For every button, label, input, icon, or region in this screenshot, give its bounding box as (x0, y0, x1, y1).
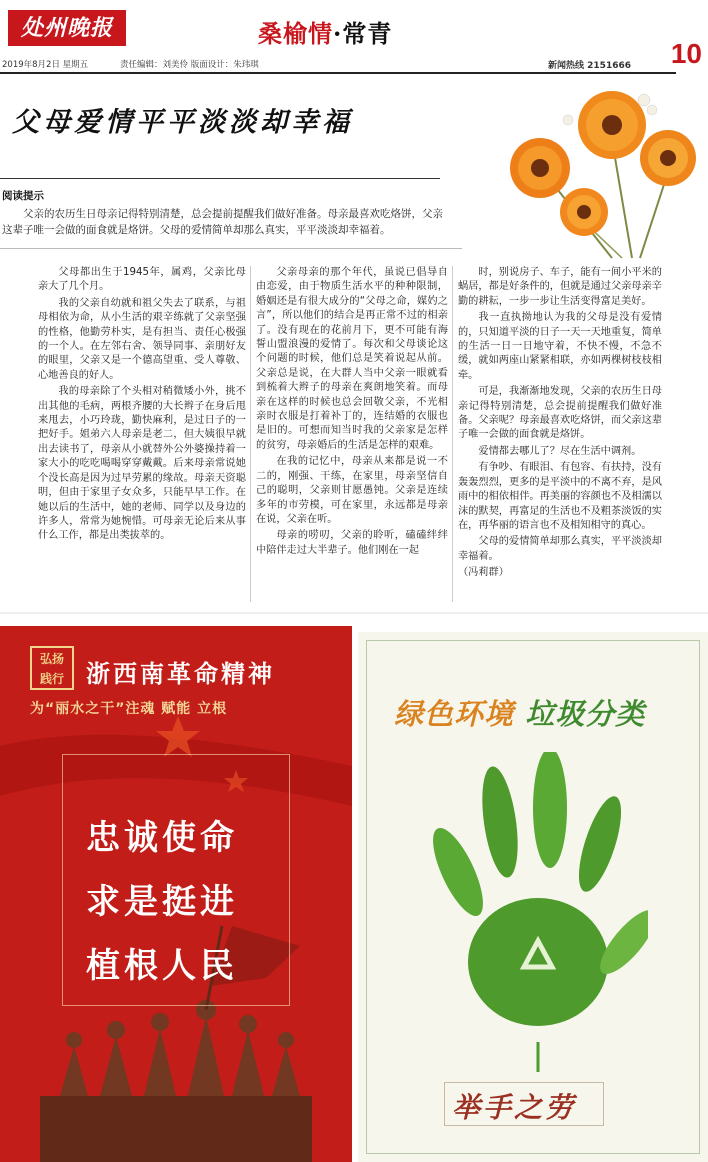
paragraph: 父亲母亲的那个年代，虽说已倡导自由恋爱，由于物质生活水平的种种限制，婚姻还是有很大成分的“父母之命，媒妁之言”，所以他们的结合是再正常不过的相亲了。没有现在的花前月下，更不可能有海誓山盟浪漫的爱情了。每次和父母谈论这个问题的时候，他们总是笑着说起从前。父亲总是说，在大群人当中父亲一眼就看到梳着大辫子的母亲在爽朗地笑着。而母亲在这样的时候也总会回敬父亲，不光相亲时衣服是打着补丁的，连结婚的衣服也是旧的。可想而知当时我的父亲家是怎样的贫穷，母亲婚后的生活是怎样的艰难。 (256, 267, 448, 451)
article-column-3 (458, 266, 662, 583)
sunflower-image (462, 80, 708, 260)
issue-date: 2019年8月2日 星期五 (2, 60, 89, 70)
slogan-line: 植根人民 (86, 946, 238, 986)
slogan-line: 忠诚使命 (86, 818, 238, 858)
paragraph: 爱情都去哪儿了？尽在生活中调剂。 (478, 445, 642, 457)
poster-footer: 举手之劳 (452, 1091, 577, 1124)
poster-title: 浙西南革命精神 (86, 659, 275, 688)
column-divider (250, 266, 251, 602)
info-bar (0, 58, 676, 72)
lead-label: 阅读提示 (2, 190, 44, 202)
slogan-line: 求是挺进 (86, 882, 238, 922)
revolution-spirit-poster[interactable] (0, 626, 352, 1162)
paragraph: 有争吵、有眼泪、有包容、有扶持，没有轰轰烈烈，更多的是平淡中的不离不弃，是风雨中的相依相伴。再美丽的容颜也不及相濡以沫的默契，再富足的生活也不及粗茶淡饭的实在，再华丽的语言也不及相知相守的真心。 (458, 462, 662, 531)
lead-text: 父亲的农历生日母亲记得特别清楚，总会提前提醒我们做好准备。母亲最喜欢吃烙饼，父亲这辈子唯一会做的面食就是烙饼。父母的爱情简单却那么真实，平平淡淡却幸福着。 (2, 208, 443, 236)
paragraph: 我的母亲除了个头相对稍微矮小外，挑不出其他的毛病，两根齐腰的大长辫子在身后甩来甩去，小巧玲珑，勤快麻利，是过日子的一把好手。姐弟六人母亲是老二，但大姨很早就出去读书了，母亲从小就替外公外婆操持着一家大小的吃吃喝喝穿穿戴戴。后来母亲常说她个没长高是因为过早劳累的缘故。母亲天资聪明，但由于家里子女众多，只能早早工作。在她以后的生活中，她的老师、同学以及身边的许多人，常常为她惋惜。可母亲无论后来从事什么工作，都是出类拔萃的。 (38, 386, 246, 542)
paragraph: 母亲的唠叨，父亲的聆听，磕磕绊绊中陪伴走过大半辈子。他们刚在一起 (256, 530, 448, 556)
paragraph: 可是，我渐渐地发现，父亲的农历生日母亲记得特别清楚，总会提前提醒我们做好准备。父亲呢？母亲最喜欢吃烙饼，而父亲这辈子唯一会做的面食就是烙饼。 (458, 386, 662, 441)
garbage-sorting-poster[interactable] (358, 632, 708, 1162)
article-column-1 (38, 266, 246, 546)
lead-divider (0, 178, 440, 179)
paragraph: 父母的爱情简单却那么真实，平平淡淡却幸福着。 (458, 536, 662, 562)
article-headline: 父母爱情平平淡淡却幸福 (12, 107, 353, 138)
section-title (258, 14, 392, 49)
flower-3 (640, 130, 696, 186)
poster-subtitle: 为“丽水之干”注魂 赋能 立根 (30, 701, 228, 717)
title-part: 垃圾分类 (525, 697, 646, 731)
news-hotline (548, 58, 631, 71)
author-byline: （冯莉群） (458, 567, 509, 579)
section-dot: · (333, 19, 343, 48)
paragraph: 在我的记忆中，母亲从来都是说一不二的，刚强、干练，在家里，母亲坚信自己的聪明，父亲则甘愿愚钝。父亲是连续多年的市劳模，可在家里，永远都是母亲在说，父亲在听。 (256, 456, 448, 525)
paragraph: 我的父亲自幼就和祖父失去了联系，与祖母相依为命，从小生活的艰辛练就了父亲坚强的性格，他勤劳朴实，是有担当、责任心极强的一个人。在左邻右舍、领导同事、亲朋好友的眼里，父亲又是一个德高望重、受人尊敬、心地善良的好人。 (38, 297, 246, 381)
tag-line: 弘扬 (39, 652, 64, 666)
poster-title (394, 692, 645, 733)
flower-2 (510, 138, 570, 198)
paragraph: 父母都出生于1945年，属鸡，父亲比母亲大了几个月。 (38, 267, 246, 293)
section-sub: 常青 (342, 19, 393, 48)
editor-credits: 责任编辑：刘美伶 版面设计：朱玮琪 (120, 60, 259, 70)
page-number: 10 (670, 38, 702, 69)
paragraph: 我一直执拗地认为我的父母是没有爱情的，只知道平淡的日子一天一天地重复，简单的生活一日一日地守着，不快不慢，不急不缓，就如两座山紧紧相联，亦如两棵树枝枝相牵。 (458, 312, 662, 381)
tag-badge (30, 646, 74, 690)
tag-line: 践行 (39, 672, 64, 686)
article-column-2 (256, 266, 448, 560)
column-divider (452, 266, 453, 602)
newspaper-logo[interactable]: 处州晚报 (8, 10, 126, 46)
section-divider (0, 612, 708, 614)
leaf-hand-image (428, 752, 648, 1072)
header-divider (0, 72, 676, 74)
flower-4 (560, 188, 608, 236)
body-divider (0, 248, 462, 249)
section-main: 桑榆情 (258, 19, 333, 48)
hotline-number: 2151666 (587, 61, 631, 71)
flower-1 (578, 91, 646, 159)
title-part: 绿色环境 (394, 697, 515, 731)
hotline-label: 新闻热线 (548, 61, 585, 71)
paragraph: 时，别说房子、车子，能有一间小平米的蜗居，都是好条件的，但就是通过父亲母亲辛勤的耕耘，一步一步让生活变得富足美好。 (458, 267, 662, 307)
